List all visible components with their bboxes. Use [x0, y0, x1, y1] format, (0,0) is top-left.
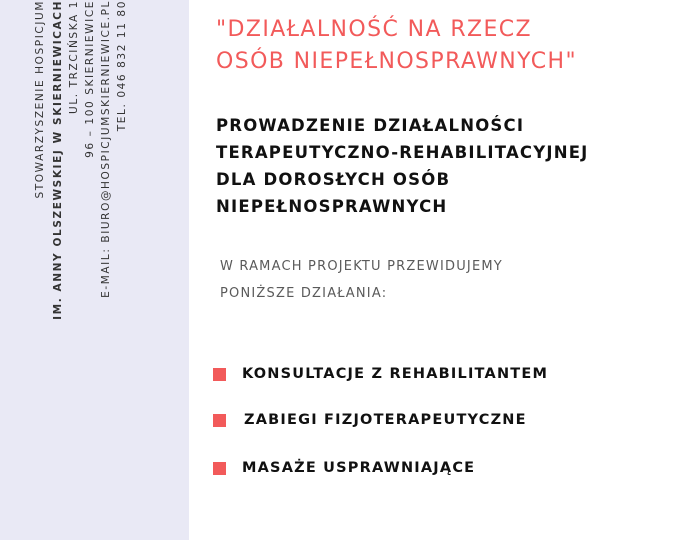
organization-name-line2: IM. ANNY OLSZEWSKIEJ W SKIERNIEWICACH: [52, 0, 64, 320]
project-subtitle-line: TERAPEUTYCZNO-REHABILITACYJNEJ: [216, 143, 589, 162]
square-bullet-icon: [213, 414, 226, 427]
project-subtitle-line: NIEPEŁNOSPRAWNYCH: [216, 197, 448, 216]
square-bullet-icon: [213, 462, 226, 475]
activity-label: MASAŻE USPRAWNIAJĄCE: [242, 460, 476, 476]
project-subtitle-line: DLA DOROSŁYCH OSÓB: [216, 170, 451, 189]
intro-line: PONIŻSZE DZIAŁANIA:: [220, 286, 388, 301]
address-street: UL. TRZCIŃSKA 1: [68, 0, 80, 114]
square-bullet-icon: [213, 368, 226, 381]
list-item: [213, 412, 527, 428]
contact-sidebar: [0, 0, 189, 540]
contact-phone: TEL. 046 832 11 80: [116, 0, 128, 132]
project-subtitle: [216, 112, 589, 220]
page-title-line: "DZIAŁALNOŚĆ NA RZECZ: [216, 17, 533, 42]
project-subtitle-line: PROWADZENIE DZIAŁALNOŚCI: [216, 116, 525, 135]
organization-name-line1: STOWARZYSZENIE HOSPICJUM: [34, 0, 46, 199]
activity-label: KONSULTACJE Z REHABILITANTEM: [242, 366, 549, 382]
activity-label: ZABIEGI FIZJOTERAPEUTYCZNE: [244, 412, 527, 428]
list-item: [213, 366, 548, 382]
contact-email: E-MAIL: BIURO@HOSPICJUMSKIERNIEWICE.PL: [100, 0, 112, 298]
intro-text: [220, 253, 503, 307]
list-item: [213, 460, 475, 476]
intro-line: W RAMACH PROJEKTU PRZEWIDUJEMY: [220, 259, 503, 274]
page-title: [216, 14, 577, 78]
page-title-line: OSÓB NIEPEŁNOSPRAWNYCH": [216, 49, 577, 74]
address-city: 96 – 100 SKIERNIEWICE: [84, 0, 96, 158]
